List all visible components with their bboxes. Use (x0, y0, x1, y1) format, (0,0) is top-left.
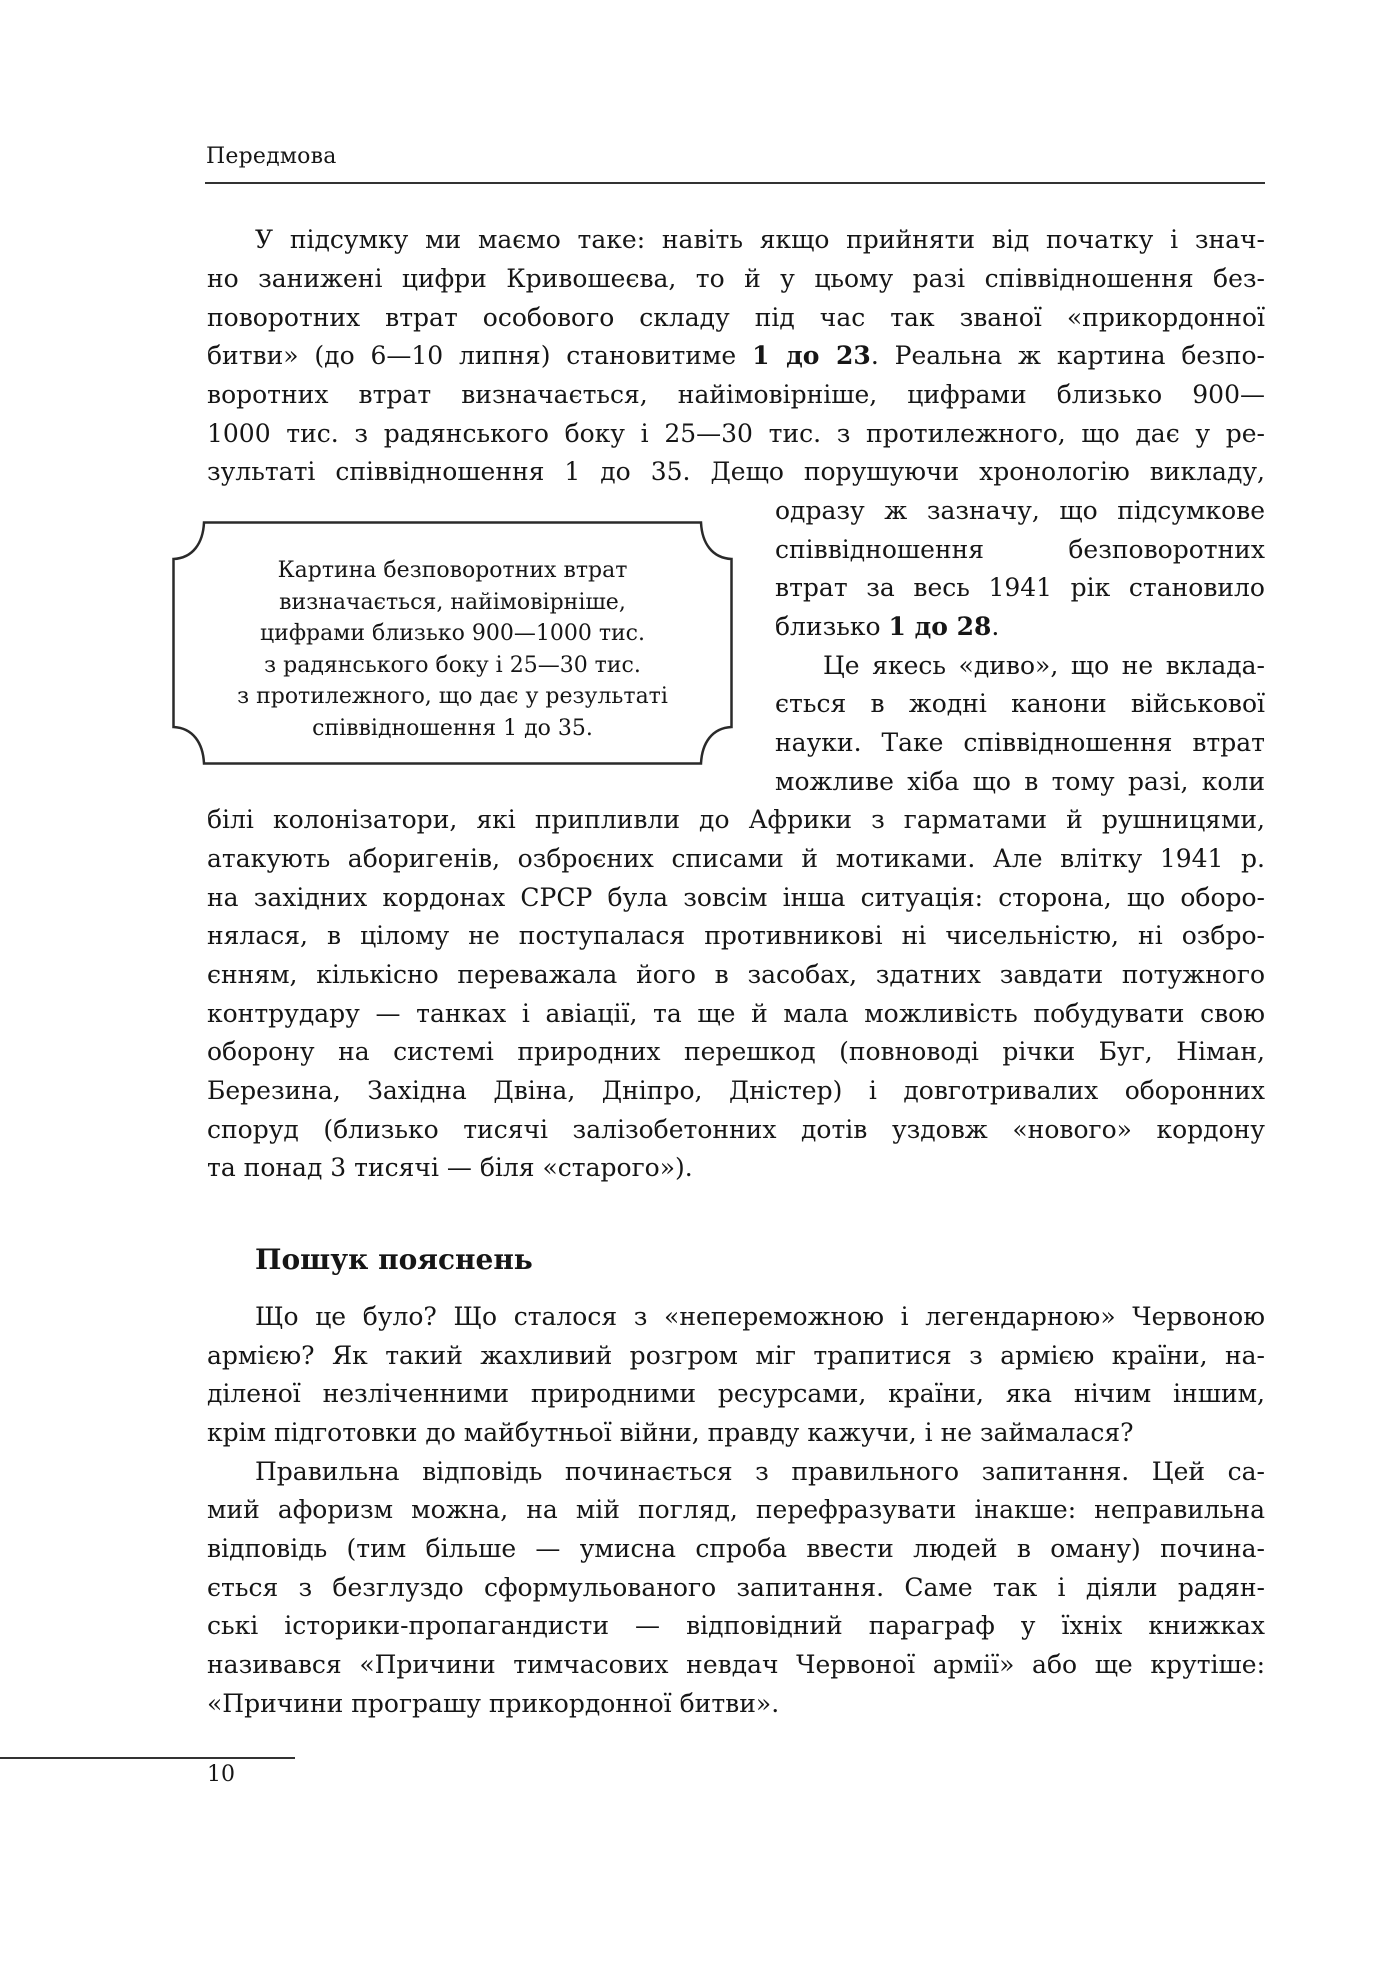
running-header-title: Передмова (206, 144, 337, 169)
text-line: «Причини програшу прикордонної битви». (207, 1689, 780, 1718)
text-line: діленої незліченними природними ресурсами, країни, яка нічим іншим, (207, 1379, 1265, 1408)
section-heading: Пошук пояснень (255, 1243, 533, 1276)
text-line (775, 607, 1265, 646)
pull-quote-text (172, 555, 733, 744)
text-line: зультаті співвідношення 1 до 35. Дещо порушуючи хронологію викладу, (207, 457, 1265, 486)
text-line: називався «Причини тимчасових невдач Червоної армії» або ще крутіше: (207, 1650, 1265, 1679)
text-line: контрудару — танках і авіації, та ще й мала можливість побудувати свою (207, 999, 1265, 1028)
text-run: близько (775, 612, 889, 641)
text-line: армією? Як такий жахливий розгром міг трапитися з армією країни, на- (207, 1341, 1265, 1370)
text-line: ється в жодні канони військової (775, 689, 1265, 718)
text-line: відповідь (тим більше — умисна спроба ввести людей в оману) почина- (207, 1534, 1265, 1563)
text-line: білі колонізатори, які припливли до Африки з гарматами й рушницями, (207, 805, 1265, 834)
pull-quote-line: з радянського боку і 25—30 тис. (264, 652, 641, 678)
text-line: оборону на системі природних перешкод (повноводі річки Буг, Німан, (207, 1037, 1265, 1066)
text-run: . Реальна ж картина безпо- (870, 341, 1265, 370)
text-line: ється з безглуздо сформульованого запитання. Саме так і діяли радян- (207, 1573, 1265, 1602)
text-line: атакують аборигенів, озброєних списами й мотиками. Але влітку 1941 р. (207, 844, 1265, 873)
text-run: битви» (до 6—10 липня) становитиме (207, 341, 753, 370)
text-line: споруд (близько тисячі залізобетонних дотів уздовж «нового» кордону (207, 1115, 1265, 1144)
text-line: на західних кордонах СРСР була зовсім інша ситуація: сторона, що оборо- (207, 883, 1265, 912)
text-line: одразу ж зазначу, що підсумкове (775, 496, 1265, 525)
text-line: та понад 3 тисячі — біля «старого»). (207, 1153, 693, 1182)
text-line: науки. Таке співвідношення втрат (775, 728, 1265, 757)
text-run: . (991, 612, 1000, 641)
text-line: но занижені цифри Кривошеєва, то й у цьому разі співвідношення без- (207, 264, 1265, 293)
pull-quote-line: Картина безповоротних втрат (277, 558, 628, 583)
text-line: крім підготовки до майбутньої війни, правду кажучи, і не займалася? (207, 1418, 1134, 1447)
text-line: Це якесь «диво», що не вклада- (823, 651, 1265, 680)
text-line: воротних втрат визначається, найімовірніше, цифрами близько 900— (207, 380, 1265, 409)
text-line: 1000 тис. з радянського боку і 25—30 тис. з протилежного, що дає у ре- (207, 419, 1265, 448)
text-line: Березина, Західна Двіна, Дніпро, Дністер) і довготривалих оборонних (207, 1076, 1265, 1105)
page-number: 10 (207, 1762, 235, 1787)
text-line: співвідношення безповоротних (775, 535, 1265, 564)
text-line: мий афоризм можна, на мій погляд, перефразувати інакше: неправильна (207, 1495, 1265, 1524)
text-line: втрат за весь 1941 рік становило (775, 573, 1265, 602)
text-line: Що це було? Що сталося з «непереможною і легендарною» Червоною (255, 1302, 1265, 1331)
header-rule (205, 182, 1265, 184)
footer-rule (0, 1757, 295, 1759)
pull-quote-line: співвідношення 1 до 35. (312, 715, 593, 741)
text-line: єнням, кількісно переважала його в засобах, здатних завдати потужного (207, 960, 1265, 989)
pull-quote-line: з протилежного, що дає у результаті (237, 684, 668, 709)
text-line: У підсумку ми маємо таке: навіть якщо прийняти від початку і знач- (255, 225, 1265, 254)
text-line: можливе хіба що в тому разі, коли (775, 767, 1265, 796)
bold-ratio-1-to-23: 1 до 23 (752, 341, 871, 370)
bold-ratio-1-to-28: 1 до 28 (888, 612, 992, 641)
text-line: Правильна відповідь починається з правильного запитання. Цей са- (255, 1457, 1265, 1486)
pull-quote-box (172, 521, 733, 765)
pull-quote-line: визначається, найімовірніше, (279, 589, 626, 615)
pull-quote-line: цифрами близько 900—1000 тис. (260, 621, 645, 646)
text-line: поворотних втрат особового складу під час так званої «прикордонної (207, 303, 1265, 332)
text-line: нялася, в цілому не поступалася противникові ні чисельністю, ні озбро- (207, 921, 1265, 950)
text-line (207, 336, 1265, 375)
text-line: ські історики-пропагандисти — відповідний параграф у їхніх книжках (207, 1611, 1265, 1640)
